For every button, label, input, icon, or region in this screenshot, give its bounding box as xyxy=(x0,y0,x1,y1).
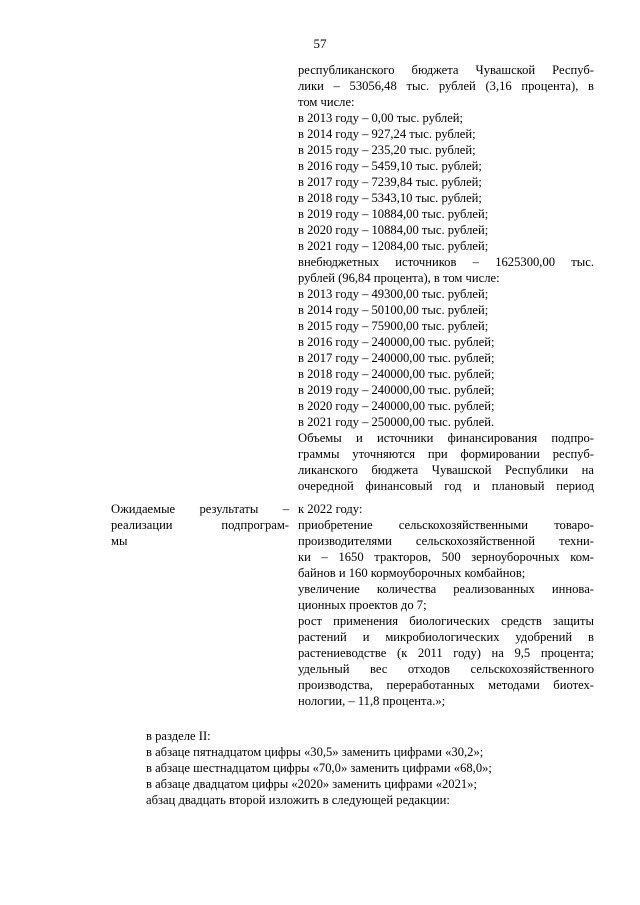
extra-budget-year-line: в 2021 году – 250000,00 тыс. рублей. xyxy=(298,415,495,429)
result-line: ки – 1650 тракторов, 500 зерноуборочных ком- xyxy=(298,550,594,564)
change-line: в абзаце пятнадцатом цифры «30,5» заменить цифрами «30,2»; xyxy=(146,745,484,759)
extra-budget-year-line: в 2017 году – 240000,00 тыс. рублей; xyxy=(298,351,495,365)
result-line: производства, переработанных методами биотех- xyxy=(298,678,594,692)
budget-year-line: в 2018 году – 5343,10 тыс. рублей; xyxy=(298,191,482,205)
funding-text-line: том числе: xyxy=(298,95,355,109)
result-line: ционных проектов до 7; xyxy=(298,598,427,612)
label-line: Ожидаемые результаты – xyxy=(111,502,289,516)
result-line: растений и микробиологических удобрений в xyxy=(298,630,594,644)
result-line: рост применения биологических средств защиты xyxy=(298,614,594,628)
funding-note-line: ликанского бюджета Чувашской Республики на xyxy=(298,463,594,477)
funding-note-line: очередной финансовый год и плановый период xyxy=(298,479,594,493)
budget-year-line: в 2013 году – 0,00 тыс. рублей; xyxy=(298,111,464,125)
extra-budget-year-line: в 2016 году – 240000,00 тыс. рублей; xyxy=(298,335,495,349)
budget-year-line: в 2016 году – 5459,10 тыс. рублей; xyxy=(298,159,482,173)
result-line: производителями сельскохозяйственной техни- xyxy=(298,534,594,548)
extra-budget-year-line: в 2013 году – 49300,00 тыс. рублей; xyxy=(298,287,489,301)
extra-budget-year-line: в 2018 году – 240000,00 тыс. рублей; xyxy=(298,367,495,381)
label-line: мы xyxy=(111,534,128,548)
result-line: увеличение количества реализованных иннова- xyxy=(298,582,594,596)
extra-budget-year-line: в 2014 году – 50100,00 тыс. рублей; xyxy=(298,303,489,317)
result-line: байнов и 160 кормоуборочных комбайнов; xyxy=(298,566,526,580)
funding-sources-block xyxy=(298,62,594,494)
budget-year-line: в 2014 году – 927,24 тыс. рублей; xyxy=(298,127,476,141)
budget-year-line: в 2015 году – 235,20 тыс. рублей; xyxy=(298,143,476,157)
funding-text-line: республиканского бюджета Чувашской Респуб- xyxy=(298,63,594,77)
funding-note-line: граммы уточняются при формировании респуб- xyxy=(298,447,594,461)
change-line: в разделе II: xyxy=(146,729,211,743)
budget-year-line: в 2021 году – 12084,00 тыс. рублей; xyxy=(298,239,489,253)
funding-text-line: рублей (96,84 процента), в том числе: xyxy=(298,271,500,285)
extra-budget-year-line: в 2015 году – 75900,00 тыс. рублей; xyxy=(298,319,489,333)
expected-results-content xyxy=(298,501,594,709)
result-line: нологии, – 11,8 процента.»; xyxy=(298,694,446,708)
result-line: приобретение сельскохозяйственными товаро- xyxy=(298,518,594,532)
budget-year-line: в 2017 году – 7239,84 тыс. рублей; xyxy=(298,175,482,189)
funding-text-line: внебюджетных источников – 1625300,00 тыс. xyxy=(298,255,594,269)
change-line: в абзаце двадцатом цифры «2020» заменить цифрами «2021»; xyxy=(146,777,477,791)
funding-text-line: лики – 53056,48 тыс. рублей (3,16 процента), в xyxy=(298,79,594,93)
extra-budget-year-line: в 2020 году – 240000,00 тыс. рублей; xyxy=(298,399,495,413)
expected-results-label xyxy=(111,501,289,549)
change-line: абзац двадцать второй изложить в следующей редакции: xyxy=(146,793,450,807)
extra-budget-year-line: в 2019 году – 240000,00 тыс. рублей; xyxy=(298,383,495,397)
section-changes-list xyxy=(146,728,566,808)
page-number: 57 xyxy=(313,36,327,51)
result-line: удельный вес отходов сельскохозяйственного xyxy=(298,662,594,676)
result-line: к 2022 году: xyxy=(298,502,363,516)
change-line: в абзаце шестнадцатом цифры «70,0» заменить цифрами «68,0»; xyxy=(146,761,492,775)
budget-year-line: в 2019 году – 10884,00 тыс. рублей; xyxy=(298,207,489,221)
budget-year-line: в 2020 году – 10884,00 тыс. рублей; xyxy=(298,223,489,237)
funding-note-line: Объемы и источники финансирования подпро- xyxy=(298,431,594,445)
result-line: растениеводстве (к 2011 году) на 9,5 процента; xyxy=(298,646,594,660)
label-line: реализации подпрограм- xyxy=(111,518,289,532)
